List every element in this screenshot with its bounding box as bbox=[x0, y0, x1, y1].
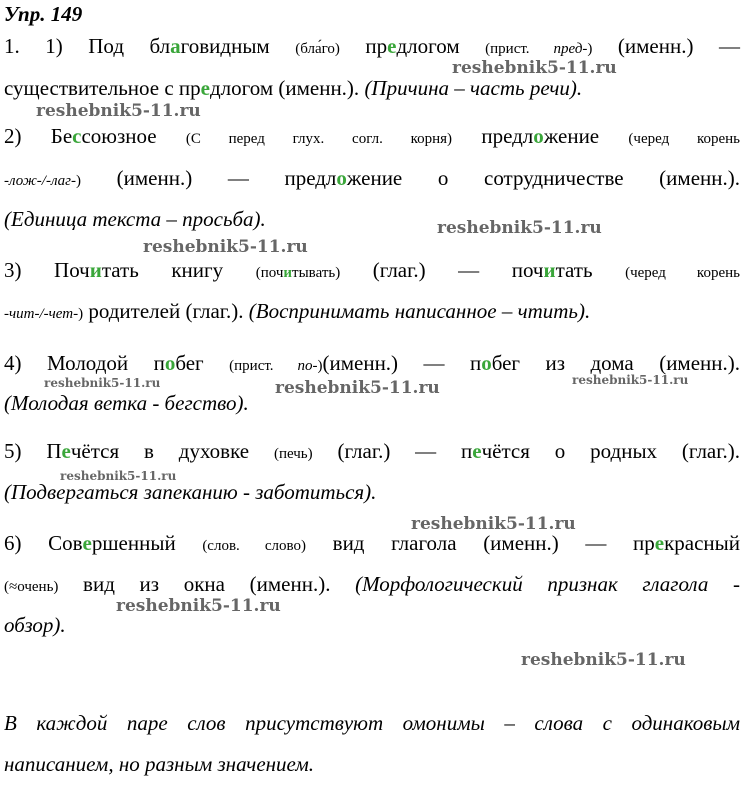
text-segment: длогом bbox=[396, 34, 486, 58]
text-segment: жение bbox=[543, 124, 629, 148]
text-segment: ) bbox=[76, 173, 82, 189]
highlighted-letter: е bbox=[654, 531, 665, 555]
highlighted-letter: и bbox=[543, 258, 556, 282]
text-segment: (прист. bbox=[485, 41, 554, 57]
watermark: reshebnik5-11.ru bbox=[572, 373, 689, 387]
text-segment: 3) Поч bbox=[4, 258, 90, 282]
text-segment: ршенный bbox=[91, 531, 203, 555]
text-segment: (Морфологический признак глагола - bbox=[355, 572, 740, 596]
text-segment: (Молодая ветка - бегство). bbox=[4, 391, 249, 415]
highlighted-letter: о bbox=[481, 351, 492, 375]
text-segment: ) bbox=[587, 41, 593, 57]
text-segment: вид глагола (именн.) — пр bbox=[306, 531, 655, 555]
text-segment: 2) Бе bbox=[4, 124, 73, 148]
highlighted-letter: и bbox=[89, 258, 102, 282]
text-line bbox=[4, 166, 740, 193]
text-segment: бег из дома (именн.). bbox=[491, 351, 741, 375]
text-segment: вид из окна (именн.). bbox=[58, 572, 356, 596]
text-segment: союзное bbox=[81, 124, 186, 148]
text-segment: (Причина – часть речи). bbox=[364, 76, 583, 100]
text-segment: (глаг.) — поч bbox=[340, 258, 544, 282]
text-line bbox=[4, 124, 740, 151]
text-segment: (≈очень) bbox=[4, 579, 59, 595]
text-segment: чётся о родных (глаг.). bbox=[481, 439, 740, 463]
watermark: reshebnik5-11.ru bbox=[44, 376, 161, 390]
text-segment: (печь) bbox=[273, 446, 313, 462]
text-line bbox=[4, 207, 740, 231]
text-segment: (Единица текста – просьба). bbox=[4, 207, 266, 231]
text-segment: обзор). bbox=[4, 613, 66, 637]
watermark: reshebnik5-11.ru bbox=[411, 514, 576, 534]
text-segment: родителей (глаг.). bbox=[83, 299, 249, 323]
highlighted-letter: и bbox=[283, 265, 293, 281]
highlighted-letter: а bbox=[170, 34, 181, 58]
watermark: reshebnik5-11.ru bbox=[521, 650, 686, 670]
text-line bbox=[4, 76, 740, 100]
text-segment: (именн.) — п bbox=[322, 351, 482, 375]
conclusion-line: В каждой паре слов присутствуют омонимы – слова с одинаковым bbox=[4, 711, 740, 735]
text-line bbox=[4, 613, 740, 637]
text-segment: 5) П bbox=[4, 439, 62, 463]
text-segment: тать bbox=[555, 258, 626, 282]
text-segment: (черед корень bbox=[628, 131, 741, 147]
text-segment: тывать) bbox=[292, 265, 341, 281]
text-segment: 4) Молодой п bbox=[4, 351, 165, 375]
text-segment: (поч bbox=[255, 265, 284, 281]
text-segment: пред- bbox=[553, 41, 588, 57]
text-segment: (именн.) — bbox=[592, 34, 740, 58]
text-segment: (прист. bbox=[229, 358, 298, 374]
text-segment: пр bbox=[339, 34, 388, 58]
text-segment: тать книгу bbox=[101, 258, 256, 282]
text-segment: ) bbox=[78, 306, 84, 322]
exercise-title: Упр. 149 bbox=[4, 2, 83, 26]
highlighted-letter: е bbox=[82, 531, 92, 555]
text-segment: длогом (именн.). bbox=[209, 76, 365, 100]
text-segment: говидным bbox=[180, 34, 296, 58]
text-segment: (Подвергаться запеканию - заботиться). bbox=[4, 480, 377, 504]
watermark: reshebnik5-11.ru bbox=[452, 58, 617, 78]
highlighted-letter: о bbox=[533, 124, 544, 148]
highlighted-letter: е bbox=[472, 439, 482, 463]
text-segment: красный bbox=[664, 531, 740, 555]
text-segment: 6) Сов bbox=[4, 531, 83, 555]
highlighted-letter: е bbox=[387, 34, 397, 58]
text-segment: (черед корень bbox=[625, 265, 740, 281]
watermark: reshebnik5-11.ru bbox=[275, 378, 440, 398]
text-segment: предл bbox=[452, 124, 534, 148]
watermark: reshebnik5-11.ru bbox=[143, 237, 308, 257]
text-segment: (именн.) — предл bbox=[81, 166, 337, 190]
text-line bbox=[4, 299, 740, 326]
text-segment: ) bbox=[317, 358, 323, 374]
text-segment: (бла́го) bbox=[295, 41, 340, 57]
text-line bbox=[4, 572, 740, 599]
highlighted-letter: е bbox=[200, 76, 210, 100]
text-segment: 1. 1) Под бл bbox=[4, 34, 171, 58]
highlighted-letter: о bbox=[336, 166, 347, 190]
text-segment: жение о сотрудничестве (именн.). bbox=[346, 166, 740, 190]
text-segment: (С перед глух. согл. корня) bbox=[185, 131, 453, 147]
text-line bbox=[4, 480, 740, 504]
conclusion-line: написанием, но разным значением. bbox=[4, 752, 315, 776]
text-line bbox=[4, 34, 740, 61]
highlighted-letter: с bbox=[72, 124, 82, 148]
text-line bbox=[4, 258, 740, 285]
text-segment: -чит-/-чет- bbox=[4, 306, 79, 322]
text-segment: бег bbox=[175, 351, 230, 375]
text-line bbox=[4, 531, 740, 558]
text-segment: (глаг.) — п bbox=[312, 439, 473, 463]
text-segment: существительное с пр bbox=[4, 76, 201, 100]
text-segment: чётся в духовке bbox=[70, 439, 274, 463]
text-line bbox=[4, 439, 740, 466]
highlighted-letter: о bbox=[164, 351, 176, 375]
highlighted-letter: е bbox=[61, 439, 71, 463]
text-segment: по- bbox=[297, 358, 318, 374]
watermark: reshebnik5-11.ru bbox=[437, 218, 602, 238]
text-segment: (слов. слово) bbox=[202, 538, 307, 554]
text-segment: (Воспринимать написанное – чтить). bbox=[248, 299, 591, 323]
watermark: reshebnik5-11.ru bbox=[36, 101, 201, 121]
text-segment: -лож-/-лаг- bbox=[4, 173, 77, 189]
watermark: reshebnik5-11.ru bbox=[116, 596, 281, 616]
watermark: reshebnik5-11.ru bbox=[60, 469, 177, 483]
